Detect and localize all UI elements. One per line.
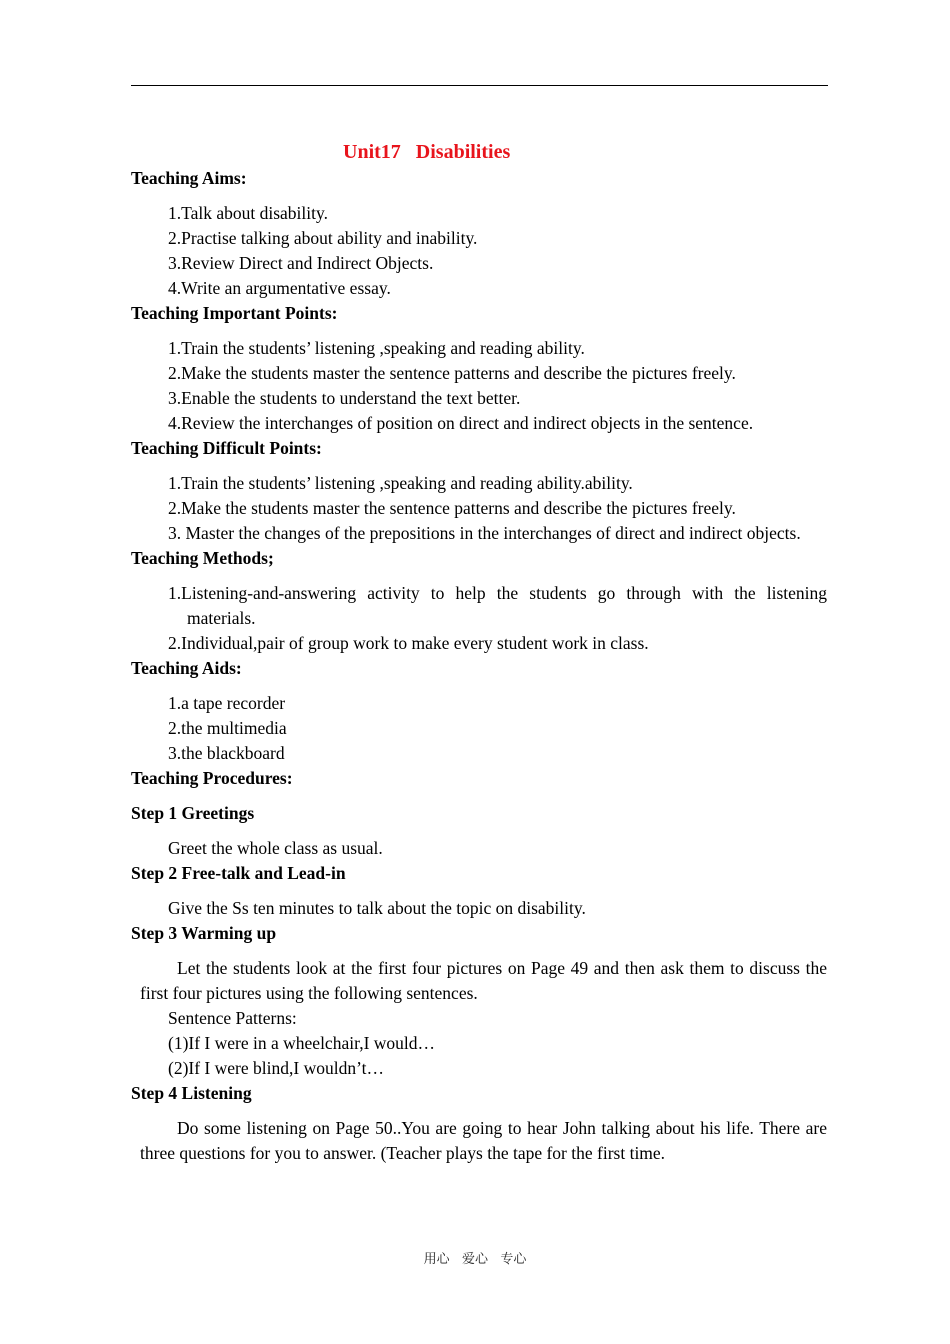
list-item: 2.Make the students master the sentence patterns and describe the pictures freely. <box>168 498 736 518</box>
list-item: 2.the multimedia <box>168 718 287 738</box>
list-item: 1.Talk about disability. <box>168 203 328 223</box>
page-footer: 用心 爱心 专心 <box>423 1252 527 1267</box>
section-heading-difficult: Teaching Difficult Points: <box>131 438 322 458</box>
list-item: 1.Train the students’ listening ,speaking and reading ability.ability. <box>168 473 633 493</box>
step-heading-4: Step 4 Listening <box>131 1083 252 1103</box>
step-text-3: Let the students look at the first four pictures on Page 49 and then ask them to discuss the first four pictures using the following sentences. <box>140 958 827 1003</box>
list-item: 1.Train the students’ listening ,speaking and reading ability. <box>168 338 585 358</box>
list-item: 3. Master the changes of the prepositions in the interchanges of direct and indirect objects. <box>168 523 801 543</box>
list-item: 2.Practise talking about ability and inability. <box>168 228 478 248</box>
document-title: Unit17 Disabilities <box>343 141 511 163</box>
section-heading-aims: Teaching Aims: <box>131 168 247 188</box>
document-body <box>131 166 827 1166</box>
step-heading-3: Step 3 Warming up <box>131 923 277 943</box>
header-rule <box>131 85 828 86</box>
sentence-patterns-label: Sentence Patterns: <box>168 1008 297 1028</box>
list-item: 3.Enable the students to understand the text better. <box>168 388 521 408</box>
step-text-4: Do some listening on Page 50..You are going to hear John talking about his life. There are three questions for you to answer. (Teacher plays the tape for the first time. <box>140 1118 827 1163</box>
section-heading-procedures: Teaching Procedures: <box>131 768 293 788</box>
list-item: 4.Write an argumentative essay. <box>168 278 391 298</box>
list-item: 4.Review the interchanges of position on direct and indirect objects in the sentence. <box>168 413 754 433</box>
list-item: 2.Individual,pair of group work to make every student work in class. <box>168 633 649 653</box>
step-heading-2: Step 2 Free-talk and Lead-in <box>131 863 346 883</box>
section-heading-methods: Teaching Methods; <box>131 548 274 568</box>
list-item: 2.Make the students master the sentence patterns and describe the pictures freely. <box>168 363 736 383</box>
section-heading-important: Teaching Important Points: <box>131 303 338 323</box>
section-heading-aids: Teaching Aids: <box>131 658 242 678</box>
step-text-2: Give the Ss ten minutes to talk about the topic on disability. <box>168 898 586 918</box>
sentence-pattern: (2)If I were blind,I wouldn’t… <box>168 1058 384 1078</box>
step-text-1: Greet the whole class as usual. <box>168 838 383 858</box>
step-heading-1: Step 1 Greetings <box>131 803 255 823</box>
sentence-pattern: (1)If I were in a wheelchair,I would… <box>168 1033 436 1053</box>
list-item: 1.Listening-and-answering activity to help the students go through with the listening materials. <box>168 583 827 628</box>
list-item: 3.the blackboard <box>168 743 285 763</box>
list-item: 3.Review Direct and Indirect Objects. <box>168 253 434 273</box>
list-item: 1.a tape recorder <box>168 693 286 713</box>
